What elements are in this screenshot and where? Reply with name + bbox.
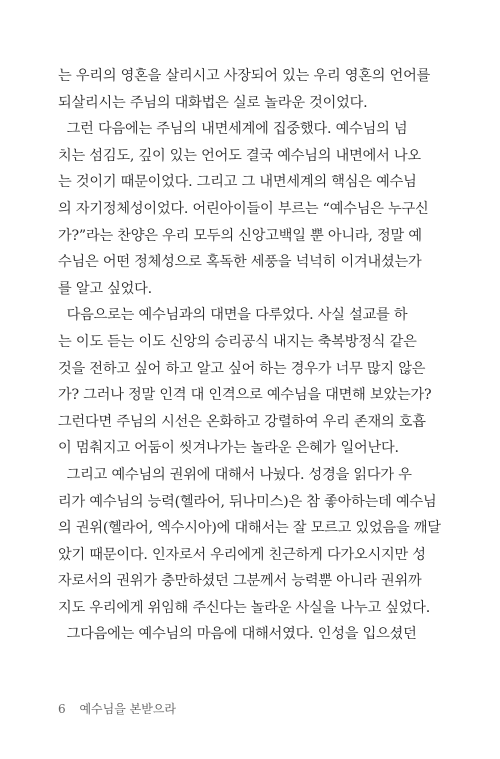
text-line: 그런다면 주님의 시선은 온화하고 강렬하여 우리 존재의 호흡 [58, 413, 426, 430]
text-line: 의 자기정체성이었다. 어린아이들이 부르는 “예수님은 누구신 [58, 200, 429, 217]
text-line: 그런 다음에는 주님의 내면세계에 집중했다. 예수님의 넘 [58, 121, 408, 138]
text-line: 이 멈춰지고 어둠이 씻겨나가는 놀라운 은혜가 일어난다. [58, 440, 399, 457]
paragraph-1 [58, 63, 449, 116]
text-line: 수님은 어떤 정체성으로 혹독한 세풍을 넉넉히 이겨내셨는가 [58, 254, 422, 271]
text-line: 그다음에는 예수님의 마음에 대해서였다. 인성을 입으셨던 [58, 626, 417, 643]
paragraph-5 [58, 621, 449, 648]
page-number: 6 [58, 702, 66, 716]
text-line: 가?”라는 찬양은 우리 모두의 신앙고백일 뿐 아니라, 정말 예 [58, 227, 422, 244]
page-footer [58, 700, 176, 717]
text-line: 다음으로는 예수님과의 대면을 다루었다. 사실 설교를 하 [58, 307, 408, 324]
text-line: 것을 전하고 싶어 하고 알고 싶어 하는 경우가 너무 많지 않은 [58, 360, 426, 377]
text-line: 리가 예수님의 능력(헬라어, 뒤나미스)은 참 좋아하는데 예수님 [58, 493, 437, 510]
text-line: 를 알고 싶었다. [58, 280, 152, 297]
page-body [58, 63, 449, 648]
text-line: 는 것이기 때문이었다. 그리고 그 내면세계의 핵심은 예수님 [58, 174, 417, 191]
text-line: 았기 때문이다. 인자로서 우리에게 친근하게 다가오시지만 성 [58, 546, 426, 563]
paragraph-3 [58, 302, 449, 462]
text-line: 자로서의 권위가 충만하셨던 그분께서 능력뿐 아니라 권위까 [58, 573, 422, 590]
text-line: 치는 섬김도, 깊이 있는 언어도 결국 예수님의 내면에서 나오 [58, 147, 421, 164]
text-line: 는 이도 듣는 이도 신앙의 승리공식 내지는 축복방정식 같은 [58, 333, 417, 350]
text-line: 가? 그러나 정말 인격 대 인격으로 예수님을 대면해 보았는가? [58, 387, 432, 404]
text-line: 지도 우리에게 위임해 주신다는 놀라운 사실을 나누고 싶었다. [58, 599, 431, 616]
paragraph-2 [58, 116, 449, 302]
paragraph-4 [58, 462, 449, 622]
running-title: 예수님을 본받으라 [79, 702, 177, 716]
text-line: 되살리시는 주님의 대화법은 실로 놀라운 것이었다. [58, 94, 368, 111]
text-line: 그리고 예수님의 권위에 대해서 나눴다. 성경을 읽다가 우 [58, 466, 412, 483]
text-line: 는 우리의 영혼을 살리시고 사장되어 있는 우리 영혼의 언어를 [58, 68, 431, 84]
text-line: 의 권위(헬라어, 엑수시아)에 대해서는 잘 모르고 있었음을 깨달 [58, 520, 441, 537]
